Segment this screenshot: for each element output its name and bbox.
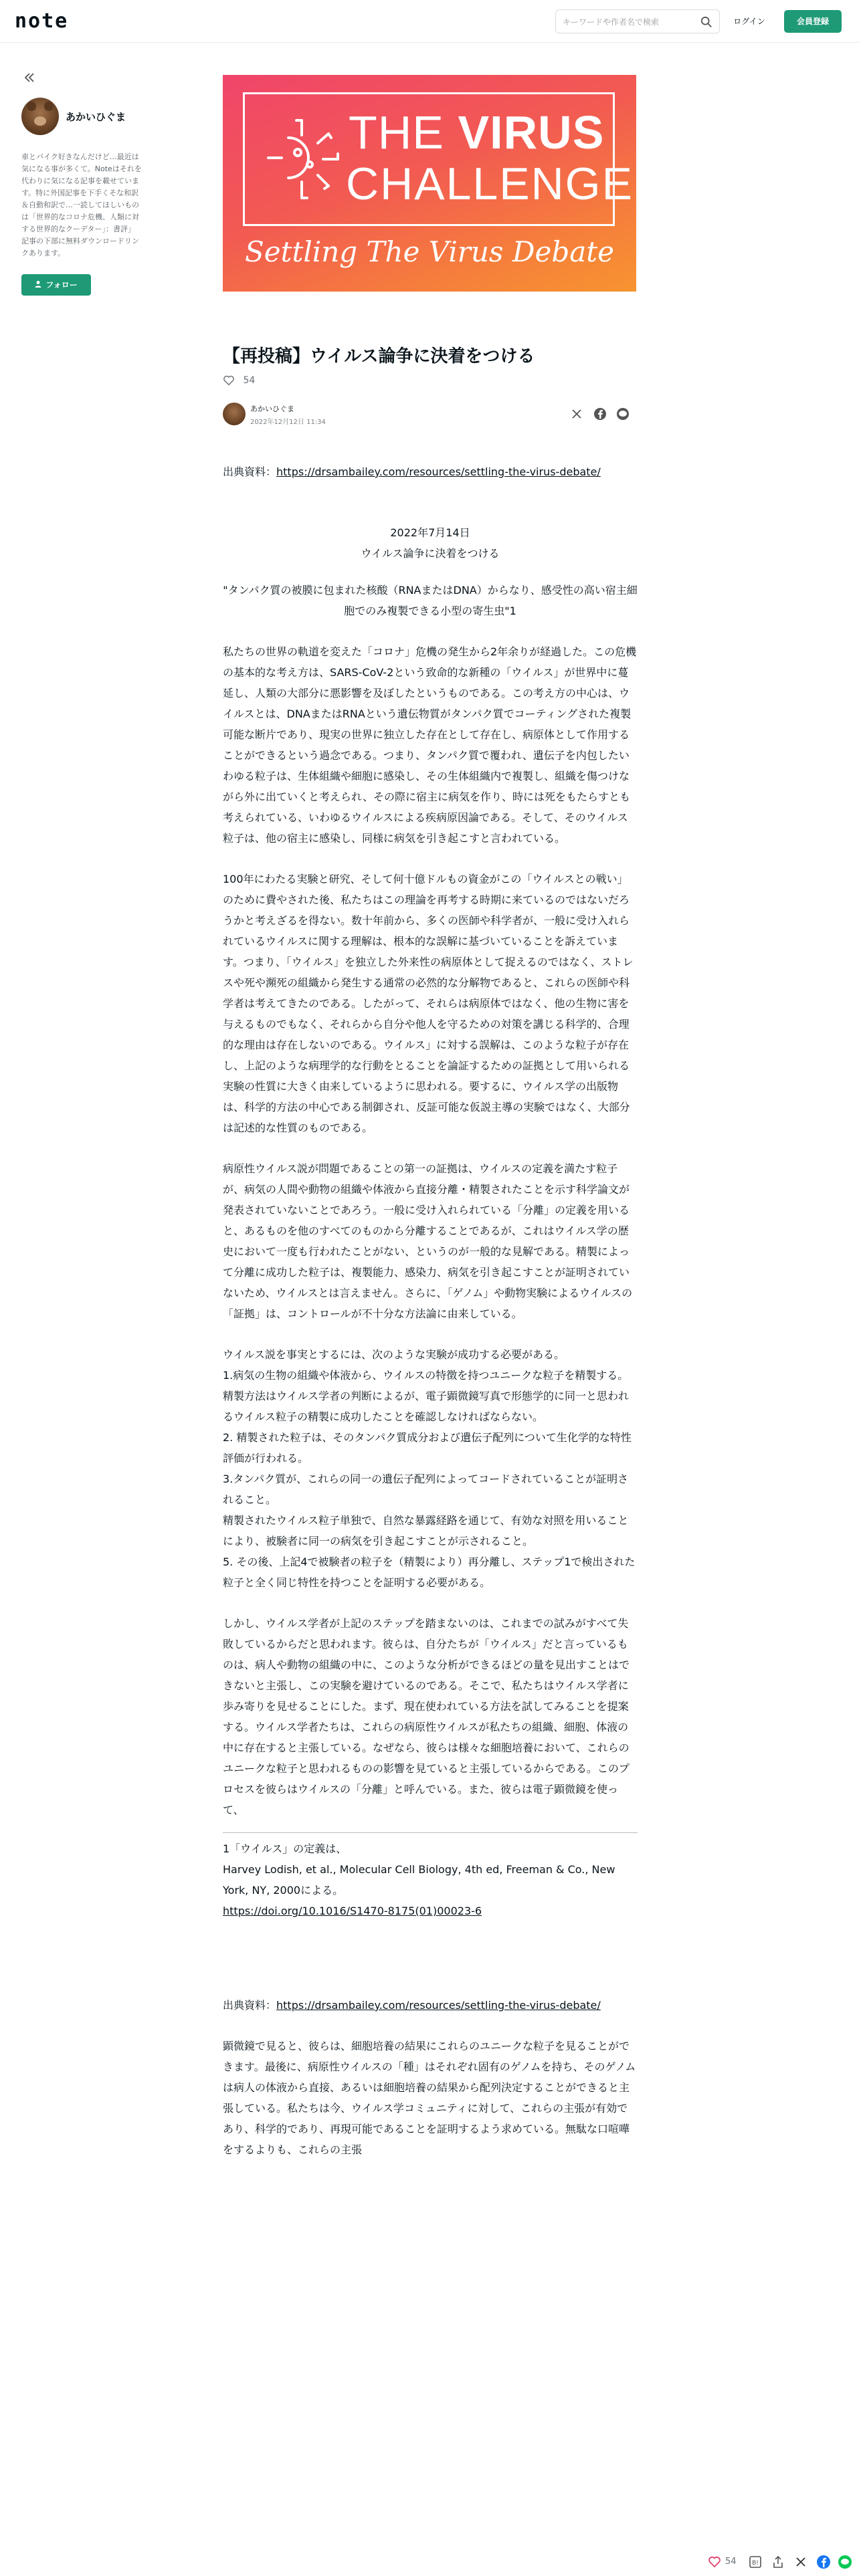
banner-line2: CHALLENGE	[346, 158, 634, 209]
sidebar-author-name[interactable]: あかいひぐま	[66, 111, 126, 123]
definition-quote: "タンパク質の被膜に包まれた核酸（RNAまたはDNA）からなり、感受性の高い宿主細胞でのみ複製できる小型の寄生虫"1	[223, 584, 638, 617]
paragraph-6: 顕微鏡で見ると、彼らは、細胞培養の結果にこれらのユニークな粒子を見ることができます。最後に、病原性ウイルスの「種」はそれぞれ固有のゲノムを持ち、そのゲノムは病人の体液から直接、あるいは細胞培養の結果から配列決定することができると主張している。私たちは今、ウイルス学コミュニティに対して、これらの主張が有効であり、科学的であり、再現可能であることを証明するよう求めている。無駄な口喧嘩をするよりも、これらの主張	[223, 2040, 636, 2156]
article-banner	[223, 75, 636, 292]
like-counter[interactable]	[223, 374, 255, 391]
doc-title: ウイルス論争に決着をつける	[361, 547, 500, 560]
source-line-2: 出典資料：https://drsambailey.com/resources/settling-the-virus-debate/	[223, 1999, 601, 2012]
doc-date: 2022年7月14日	[390, 526, 470, 539]
bottom-like-count: 54	[725, 2557, 737, 2567]
facebook-icon[interactable]	[593, 407, 607, 421]
x-icon[interactable]	[793, 2555, 808, 2569]
experiment-list	[223, 1344, 638, 1593]
footnote-divider	[223, 1832, 638, 1833]
svg-text:B!: B!	[752, 2560, 759, 2567]
list-item: 1.病気の生物の組織や体液から、ウイルスの特徴を持つユニークな粒子を精製する。精製方法はウイルス学者の判断によるが、電子顕微鏡写真で形態学的に同一と思われるウイルス粒子の精製に成功したことを確認しなければならない。	[223, 1369, 630, 1423]
article-body	[223, 461, 638, 2180]
paragraph-2: 100年にわたる実験と研究、そして何十億ドルもの資金がこの「ウイルスとの戦い」のために費やされた後、私たちはこの理論を再考する時期に来ているのではないだろうかと考えざるを得ない。数十年前から、多くの医師や科学者が、一般に受け入れられているウイルスに関する理解は、根本的な誤解に基づいていることを訴えています。つまり、「ウイルス」を独立した外来性の病原体として捉えるのではなく、ストレスや死や瀕死の組織から発生する通常の必然的な分解物であると、これらの医師や科学者は考えてきたのである。したがって、それらは病原体ではなく、他の生物に害を与えるものでもなく、それらから自分や他人を守るための対策を講じる科学的、合理的な理由は存在しないのである。ウイルス」に対する誤解は、このような粒子が存在し、上記のような病理学的な行動をとることを論証するための証拠として用いられる実験の性質に大きく由来しているように思われる。要するに、ウイルス学の出版物は、科学的方法の中心である制御され、反証可能な仮説主導の実験ではなく、大部分は記述的な性質のものである。	[223, 873, 634, 1134]
source-link[interactable]: https://drsambailey.com/resources/settling-the-virus-debate/	[276, 465, 601, 478]
paragraph-1: 私たちの世界の軌道を変えた「コロナ」危機の発生から2年余りが経過した。この危機の基本的な考え方は、SARS-CoV-2という致命的な新種の「ウイルス」が世界中に蔓延し、人類の大部分に悪影響を及ぼしたというものである。この考え方の中心は、ウイルスとは、DNAまたはRNAという遺伝物質がタンパク質でコーティングされた複製可能な断片であり、現実の世界に独立した存在として存在し、病原体として作用することができるという過念である。つまり、タンパク質で覆われ、遺伝子を内包したいわゆる粒子は、生体組織や細胞に感染し、その生体組織内で複製し、組織を傷つけながら外に出ていくと考えられ、その際に宿主に病気を作り、時には死をもたらすとも考えられている、いわゆるウイルスによる疾病原因論である。そして、そのウイルス粒子は、他の宿主に感染し、同様に病気を引き起こすと言われている。	[223, 645, 637, 845]
list-item: 2. 精製された粒子は、そのタンパク質成分および遺伝子配列について生化学的な特性評価が行われる。	[223, 1431, 632, 1465]
sidebar-bio: 車とバイク好きなんだけど…最近は気になる事が多くて。Noteはそれを代わりに気になる記事を載せています。特に外国記事を下手くそな和訳＆自動和訳で…一読してほしいものは「世界的なコロナ危機、人類に対する世界的なクーデター」：書評」記事の下部に無料ダウンロードリンクあります。	[21, 152, 142, 257]
like-count: 54	[243, 375, 256, 386]
footnote-line2: Harvey Lodish, et al., Molecular Cell Biology, 4th ed, Freeman & Co., New York, NY, 2000による。	[223, 1863, 615, 1897]
search-input[interactable]	[563, 15, 696, 29]
author-name[interactable]: あかいひぐま	[250, 405, 294, 413]
collapse-icon[interactable]	[23, 71, 36, 84]
follow-label: フォロー	[45, 280, 78, 290]
footnote-line1: 1「ウイルス」の定義は、	[223, 1842, 347, 1855]
list-item: 3.タンパク質が、これらの同一の遺伝子配列によってコードされていることが証明されること。	[223, 1473, 629, 1506]
list-item: 5. その後、上記4で被験者の粒子を（精製により）再分離し、ステップ1で検出された粒子と全く同じ特性を持つことを証明する必要がある。	[223, 1555, 636, 1589]
avatar[interactable]	[21, 98, 59, 135]
line-icon[interactable]	[838, 2555, 852, 2569]
x-icon[interactable]	[569, 407, 584, 421]
heart-icon[interactable]	[708, 2555, 721, 2569]
footnote-link[interactable]: https://doi.org/10.1016/S1470-8175(01)00023-6	[223, 1905, 482, 1917]
list-item: 精製されたウイルス粒子単独で、自然な暴露経路を通じて、有効な対照を用いることにより、被験者に同一の病気を引き起こすことが示されること。	[223, 1514, 629, 1547]
banner-subtitle: Settling The Virus Debate	[244, 235, 615, 268]
search-box[interactable]	[555, 9, 720, 33]
heart-icon[interactable]	[223, 374, 235, 387]
search-icon[interactable]	[700, 16, 712, 28]
doc-header	[223, 522, 638, 564]
share-icon[interactable]	[771, 2555, 785, 2569]
virus-icon	[262, 114, 342, 207]
site-header	[0, 0, 859, 43]
source-link-2[interactable]: https://drsambailey.com/resources/settling-the-virus-debate/	[276, 1999, 601, 2012]
note-logo[interactable]: note	[15, 9, 69, 33]
hatena-icon[interactable]	[748, 2555, 763, 2569]
paragraph-5: しかし、ウイルス学者が上記のステップを踏まないのは、これまでの試みがすべて失敗しているからだと思われます。彼らは、自分たちが「ウイルス」だと言っているものは、病人や動物の組織の中に、このような分析ができるほどの量を見出すことはできないと主張し、この実験を避けているのである。そこで、私たちはウイルス学者に歩み寄りを見せることにした。まず、現在使われている方法を試してみることを提案する。ウイルス学者たちは、これらの病原性ウイルスが私たちの組織、細胞、体液の中に存在すると主張している。なぜなら、彼らは様々な細胞培養において、これらのユニークな粒子と思われるものの影響を見ていると主張しているからである。このプロセスを彼らはウイルスの「分離」と呼んでいる。また、彼らは電子顕微鏡を使って、	[223, 1617, 630, 1816]
footnote	[223, 1838, 638, 1921]
article-title: 【再投稿】ウイルス論争に決着をつける	[223, 346, 535, 366]
source-line: 出典資料：https://drsambailey.com/resources/settling-the-virus-debate/	[223, 465, 601, 478]
floating-action-bar	[696, 2549, 859, 2573]
facebook-icon[interactable]	[816, 2555, 831, 2569]
list-intro: ウイルス説を事実とするには、次のような実験が成功する必要がある。	[223, 1348, 565, 1361]
paragraph-3: 病原性ウイルス説が問題であることの第一の証拠は、ウイルスの定義を満たす粒子が、病気の人間や動物の組織や体液から直接分離・精製されたことを示す科学論文が発表されていないことであろう。一般に受け入れられている「分離」の定義を用いると、あるものを他のすべてのものから分離することであるが、これはウイルス学の歴史において一度も行われたことがない、というのが一般的な見解である。精製によって分離に成功した粒子は、複製能力、感染力、病気を引き起こすことが証明されていないため、ウイルスとは言えません。さらに、「ゲノム」や動物実験によるウイルスの「証拠」は、コントロールが不十分な方法論に由来している。	[223, 1162, 633, 1320]
login-button[interactable]: ログイン	[733, 17, 765, 26]
banner-line1: THE VIRUS	[349, 106, 605, 158]
post-date: 2022年12月12日 11:34	[250, 419, 326, 426]
user-plus-icon	[35, 280, 43, 288]
follow-button[interactable]	[21, 274, 91, 296]
line-icon[interactable]	[615, 407, 630, 421]
author-avatar[interactable]	[223, 403, 246, 425]
signup-button[interactable]: 会員登録	[784, 10, 842, 33]
